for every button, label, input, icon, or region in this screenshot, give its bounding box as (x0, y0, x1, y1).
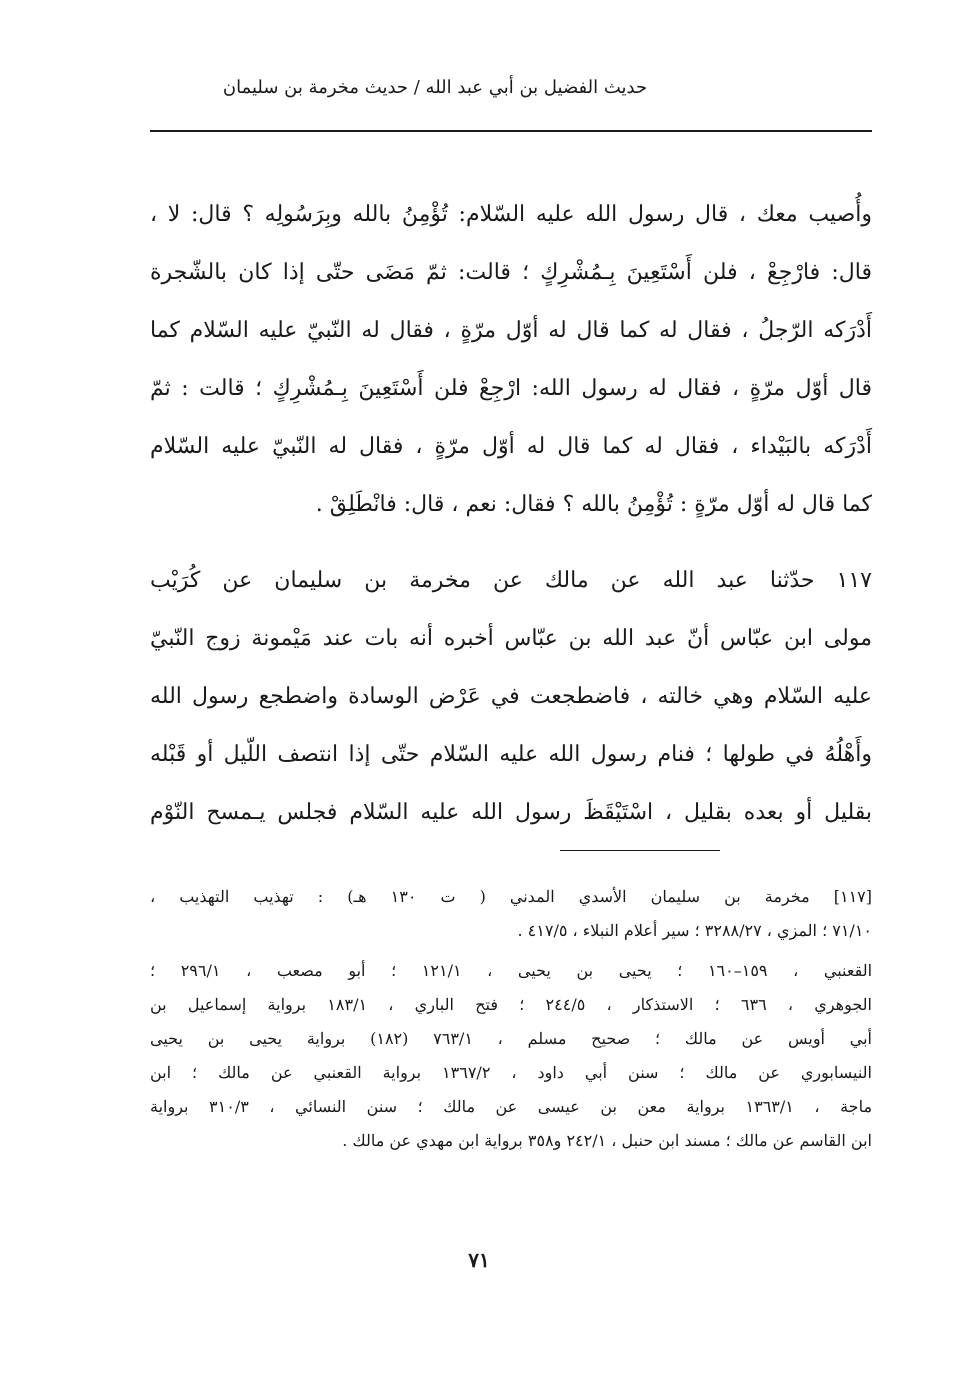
footnotes (150, 880, 872, 1158)
footnote-line: الجوهري ، ٦٣٦ ؛ الاستذكار ، ٢٤٤/٥ ؛ فتح الباري ، ١٨٣/١ برواية إسماعيل بن (150, 995, 872, 1014)
text-line: مولى ابن عبّاس أنّ عبد الله بن عبّاس أخبره أنه بات عند مَيْمونة زوج النّبيّ (150, 626, 872, 651)
footnote-narrator-bio (150, 880, 872, 948)
page-number: ٧١ (468, 1248, 490, 1272)
footnote-line: أبي أويس عن مالك ؛ صحيح مسلم ، ٧٦٣/١ (١٨٢) برواية يحيى بن يحيى (150, 1029, 872, 1048)
text-line: وأُصيب معك ، قال رسول الله عليه السّلام: تُؤْمِنُ بالله وبِرَسُولِه ؟ قال: لا ، (150, 202, 872, 227)
paragraph-1 (150, 186, 872, 534)
footnote-sources (150, 954, 872, 1158)
footnote-line: النيسابوري عن مالك ؛ سنن أبي داود ، ١٣٦٧/٢ برواية القعنبي عن مالك ؛ ابن (150, 1063, 872, 1082)
text-line: عليه السّلام وهي خالته ، فاضطجعت في عَرْض الوسادة واضطجع رسول الله (150, 684, 872, 709)
footnote-line: [١١٧] مخرمة بن سليمان الأسدي المدني ( ت ١٣٠ هـ) : تهذيب التهذيب ، (150, 887, 872, 906)
running-head: حديث الفضيل بن أبي عبد الله / حديث مخرمة بن سليمان (222, 77, 648, 98)
footnote-line: القعنبي ، ١٥٩–١٦٠ ؛ يحيى بن يحيى ، ١٢١/١ ؛ أبو مصعب ، ٢٩٦/١ ؛ (150, 961, 873, 980)
text-line: ١١٧ حدّثنا عبد الله عن مالك عن مخرمة بن سليمان عن كُرَيْب (150, 568, 872, 593)
text-line: قال أوّل مرّةٍ ، فقال له رسول الله: ارْجِعْ فلن أَسْتَعِينَ بِـمُشْرِكٍ ؛ قالت : ثمّ (150, 376, 872, 401)
text-line: وأَهْلُهُ في طولها ؛ فنام رسول الله عليه السّلام حتّى إذا انتصف اللّيل أو قَبْله (150, 742, 872, 767)
text-line: أَدْرَكه بالبَيْداء ، فقال له كما قال له أوّل مرّةٍ ، فقال له النّبيّ عليه السّلام (150, 434, 872, 459)
text-line: بقليل أو بعده بقليل ، اسْتَيْقَظَ رسول الله عليه السّلام فجلس يـمسح النّوْم (150, 800, 872, 825)
footnote-line: ابن القاسم عن مالك ؛ مسند ابن حنبل ، ٢٤٢/١ و٣٥٨ برواية ابن مهدي عن مالك . (342, 1131, 872, 1150)
paragraph-gap (150, 534, 872, 552)
header-rule (150, 130, 872, 132)
text-line: قال: فارْجِعْ ، فلن أَسْتَعِينَ بِـمُشْرِكٍ ؛ قالت: ثمّ مَضَى حتّى إذا كان بالشّجرة (150, 260, 872, 285)
paragraph-2-hadith-117 (150, 552, 872, 842)
footnote-line: ٧١/١٠ ؛ المزي ، ٣٢٨٨/٢٧ ؛ سير أعلام النبلاء ، ٤١٧/٥ . (517, 921, 872, 940)
footnote-separator (560, 850, 720, 851)
text-line: كما قال له أوّل مرّةٍ : تُؤْمِنُ بالله ؟ فقال: نعم ، قال: فانْطَلِقْ . (315, 492, 872, 517)
main-text (150, 186, 872, 842)
footnote-line: ماجة ، ١٣٦٣/١ برواية معن بن عيسى عن مالك ؛ سنن النسائي ، ٣١٠/٣ برواية (150, 1097, 873, 1116)
text-line: أَدْرَكه الرّجلُ ، فقال له كما قال له أوّل مرّةٍ ، فقال له النّبيّ عليه السّلام كما (150, 318, 872, 343)
